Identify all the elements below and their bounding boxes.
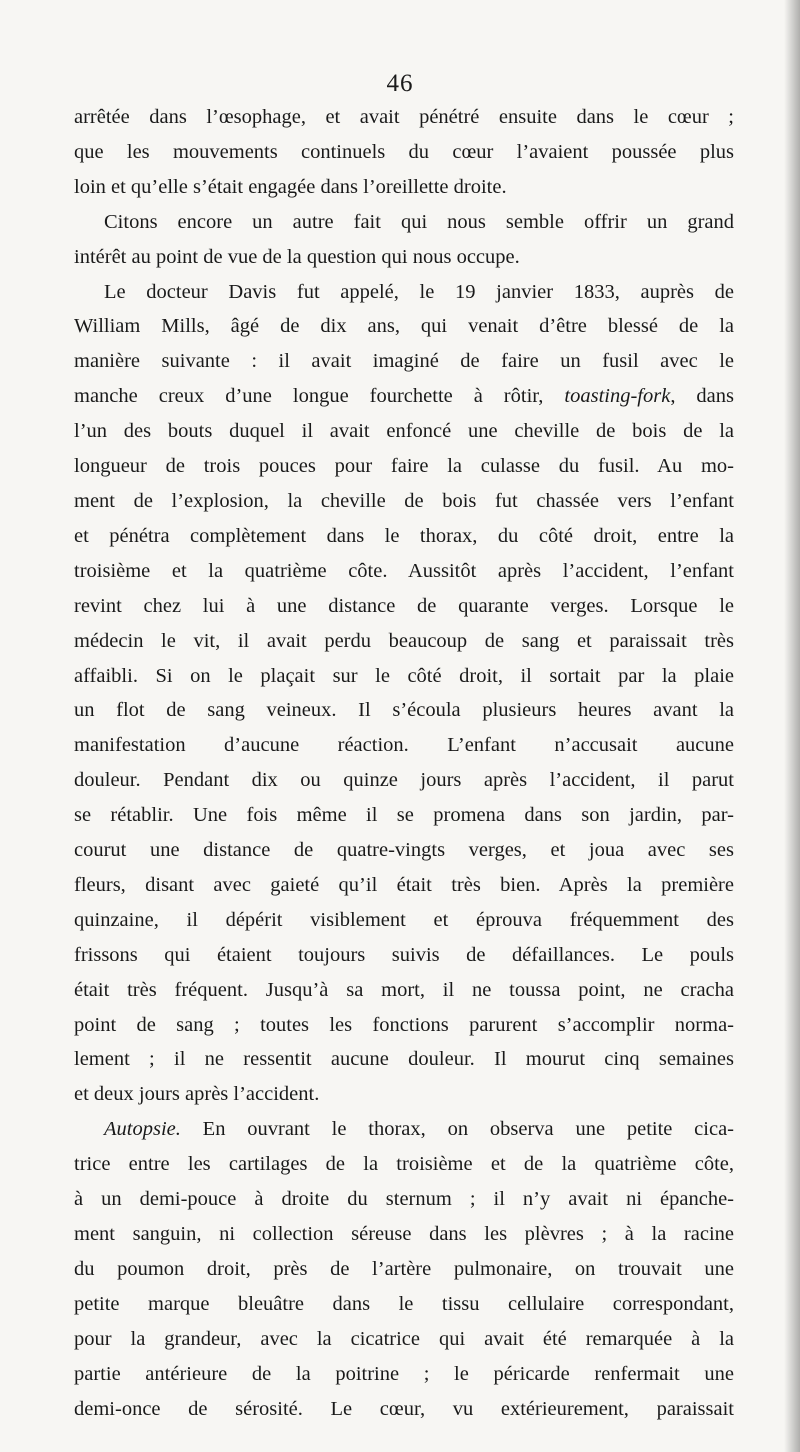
text-line: troisième et la quatrième côte. Aussitôt après l’accident, l’enfant	[74, 559, 734, 582]
body-text	[74, 100, 734, 1426]
text-line: longueur de trois pouces pour faire la culasse du fusil. Au mo-	[74, 455, 734, 478]
text-line: fleurs, disant avec gaieté qu’il était très bien. Après la première	[74, 873, 734, 896]
page-number: 46	[386, 70, 414, 97]
text-line: intérêt au point de vue de la question qui nous occupe.	[74, 245, 520, 268]
text-line: pour la grandeur, avec la cicatrice qui avait été remarquée à la	[74, 1327, 734, 1350]
text-line: douleur. Pendant dix ou quinze jours après l’accident, il parut	[74, 769, 734, 792]
text-line: se rétablir. Une fois même il se promena dans son jardin, par-	[74, 804, 734, 827]
text-line: lement ; il ne ressentit aucune douleur. Il mourut cinq semaines	[74, 1048, 734, 1071]
text-line: trice entre les cartilages de la troisième et de la quatrième côte,	[74, 1153, 734, 1176]
text-line: petite marque bleuâtre dans le tissu cellulaire correspondant,	[74, 1292, 734, 1315]
text-line: ment sanguin, ni collection séreuse dans les plèvres ; à la racine	[74, 1223, 734, 1245]
text-line	[74, 379, 734, 414]
italic-term: Autopsie.	[104, 1118, 181, 1141]
text-line: et deux jours après l’accident.	[74, 1083, 320, 1106]
text-line: manière suivante : il avait imaginé de faire un fusil avec le	[74, 350, 734, 373]
italic-term: toasting-fork	[564, 385, 671, 408]
text-segment: , dans	[670, 385, 734, 408]
text-line: un flot de sang veineux. Il s’écoula plusieurs heures avant la	[74, 699, 734, 722]
text-line: demi-once de sérosité. Le cœur, vu extérieurement, paraissait	[74, 1397, 734, 1420]
text-line: loin et qu’elle s’était engagée dans l’oreillette droite.	[74, 175, 507, 198]
text-line: ment de l’explosion, la cheville de bois fut chassée vers l’enfant	[74, 489, 734, 512]
text-segment: manche creux d’une longue fourchette à rôtir,	[74, 385, 565, 408]
text-line: médecin le vit, il avait perdu beaucoup de sang et paraissait très	[74, 629, 734, 652]
text-line: partie antérieure de la poitrine ; le péricarde renfermait une	[74, 1362, 734, 1385]
text-line: du poumon droit, près de l’artère pulmonaire, on trouvait une	[74, 1257, 734, 1280]
text-line: à un demi-pouce à droite du sternum ; il n’y avait ni épanche-	[74, 1188, 734, 1211]
text-line: arrêtée dans l’œsophage, et avait pénétré ensuite dans le cœur ;	[74, 106, 734, 128]
text-line: affaibli. Si on le plaçait sur le côté droit, il sortait par la plaie	[74, 664, 734, 687]
text-line: point de sang ; toutes les fonctions parurent s’accomplir norma-	[74, 1013, 734, 1036]
text-line: manifestation d’aucune réaction. L’enfant n’accusait aucune	[74, 734, 734, 757]
text-line: quinzaine, il dépérit visiblement et éprouva fréquemment des	[74, 908, 734, 931]
text-line: frissons qui étaient toujours suivis de défaillances. Le pouls	[74, 943, 734, 966]
text-line: l’un des bouts duquel il avait enfoncé une cheville de bois de la	[74, 420, 734, 443]
text-line: William Mills, âgé de dix ans, qui venait d’être blessé de la	[74, 315, 734, 338]
text-line: que les mouvements continuels du cœur l’avaient poussée plus	[74, 140, 734, 163]
text-line	[74, 1112, 734, 1147]
text-line: Le docteur Davis fut appelé, le 19 janvier 1833, auprès de	[104, 280, 734, 303]
text-line: courut une distance de quatre-vingts verges, et joua avec ses	[74, 839, 734, 862]
text-line: revint chez lui à une distance de quarante verges. Lorsque le	[74, 594, 734, 617]
page-edge-shadow	[784, 0, 800, 1452]
text-line: Citons encore un autre fait qui nous semble offrir un grand	[104, 210, 734, 233]
text-line: et pénétra complètement dans le thorax, du côté droit, entre la	[74, 524, 734, 547]
text-segment: En ouvrant le thorax, on observa une petite cica-	[180, 1118, 734, 1141]
text-line: était très fréquent. Jusqu’à sa mort, il ne toussa point, ne cracha	[74, 978, 734, 1001]
